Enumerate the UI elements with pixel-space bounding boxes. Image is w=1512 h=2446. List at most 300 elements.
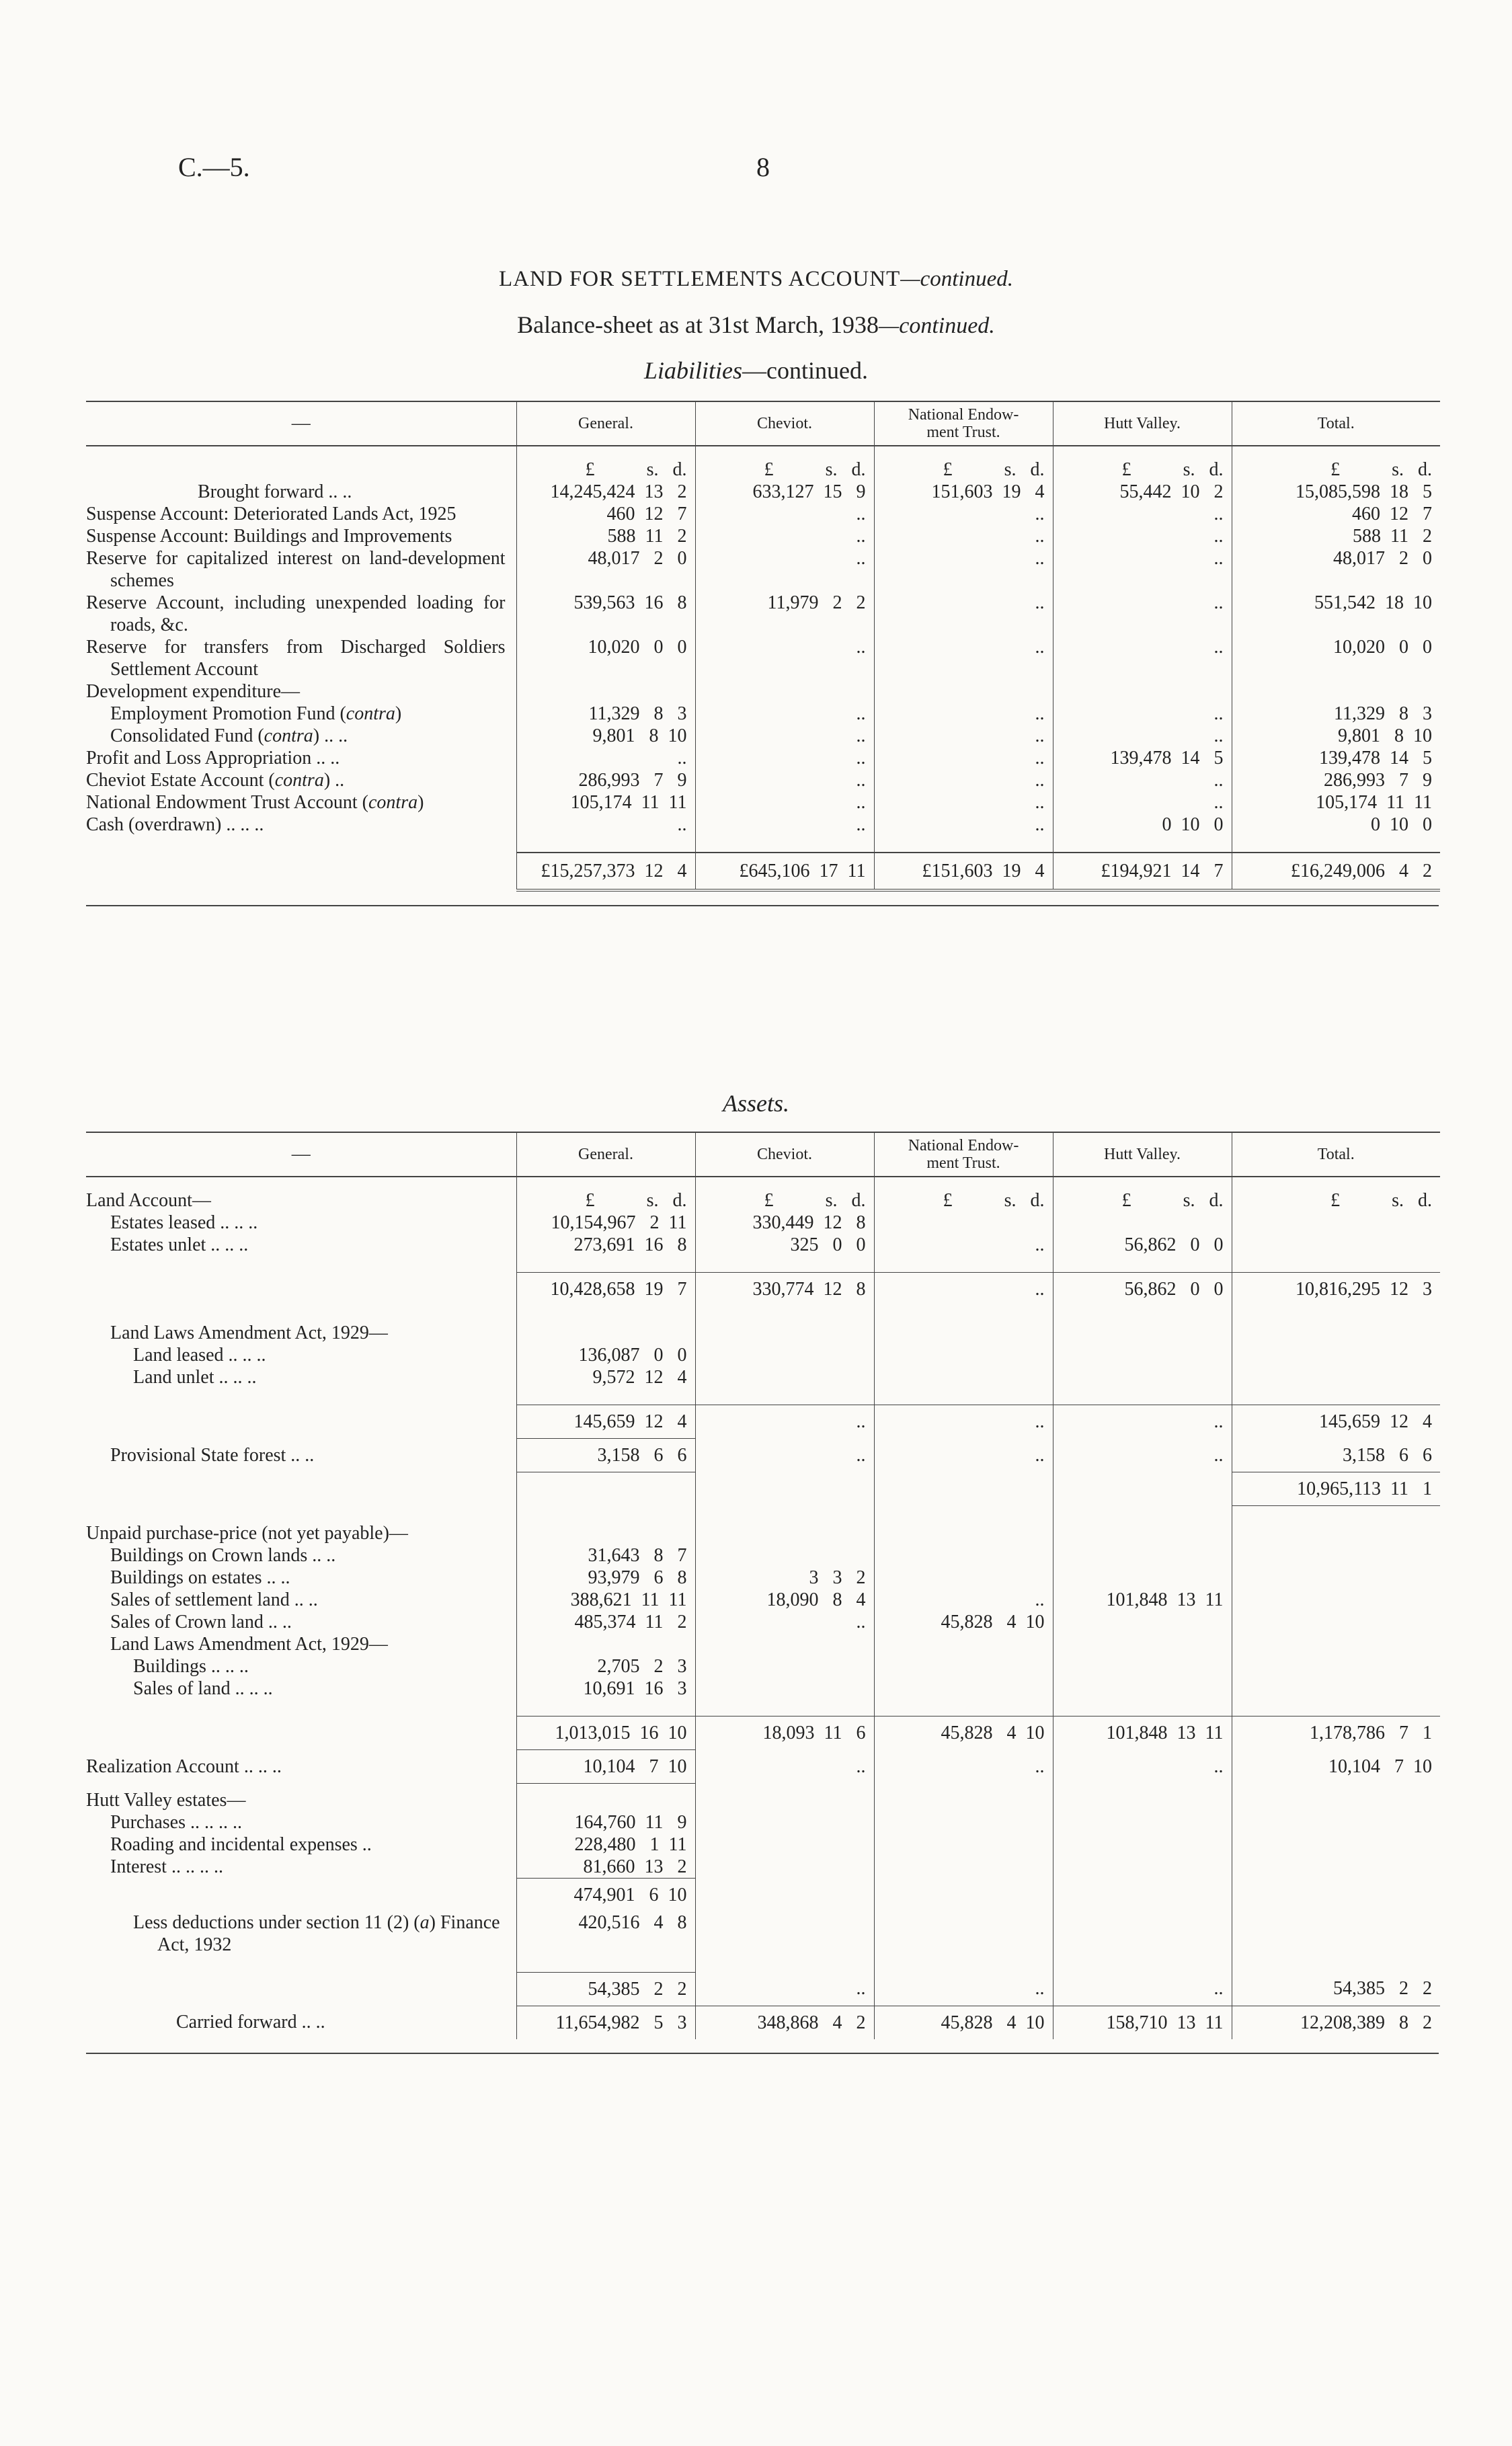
table-row (86, 1833, 1440, 1856)
currency-units: £ s. d. (1232, 446, 1440, 481)
spacer-row (86, 1306, 1440, 1322)
table-cell (86, 1506, 516, 1523)
row-label (86, 1567, 516, 1589)
row-label-text: Buildings .. .. .. (133, 1656, 249, 1677)
row-label (86, 1784, 516, 1811)
cheviot-value: .. (695, 703, 874, 725)
table-cell (874, 1700, 1053, 1717)
table-cell (516, 1322, 695, 1344)
table-cell (1232, 1678, 1440, 1700)
table-row (86, 636, 1440, 680)
row-label (86, 1544, 516, 1567)
table-cell (695, 1322, 874, 1344)
cheviot-value: .. (695, 1439, 874, 1472)
hutt-value (1053, 680, 1232, 703)
row-label-text: Roading and incidental expenses .. (110, 1833, 372, 1855)
general-value: 388,621 11 11 (516, 1589, 695, 1611)
assets-heading: Assets. (723, 1090, 789, 1117)
cheviot-subtotal: .. (695, 1972, 874, 2006)
table-cell (695, 1522, 874, 1544)
hutt-value: 101,848 13 11 (1053, 1589, 1232, 1611)
national-value: .. (874, 636, 1053, 680)
general-value: 48,017 2 0 (516, 547, 695, 592)
table-cell (1232, 1833, 1440, 1856)
table-cell (516, 1633, 695, 1655)
table-cell (695, 1388, 874, 1405)
table-cell (86, 1717, 516, 1750)
national-value: 151,603 19 4 (874, 481, 1053, 503)
hutt-value: .. (1053, 636, 1232, 680)
table-cell (1053, 1856, 1232, 1879)
row-label-text: Hutt Valley estates— (86, 1789, 246, 1811)
row-label (86, 1611, 516, 1633)
row-label-text: Realization Account .. .. .. (86, 1755, 282, 1777)
table-cell (874, 1567, 1053, 1589)
row-label (86, 525, 516, 547)
label-column-header: — (291, 1144, 311, 1165)
general-subtotal: 10,428,658 19 7 (516, 1273, 695, 1306)
cheviot-value: .. (695, 725, 874, 747)
table-cell (695, 1784, 874, 1811)
total-value: 588 11 2 (1232, 525, 1440, 547)
total-subtotal: 10,816,295 12 3 (1232, 1273, 1440, 1306)
table-row (86, 1811, 1440, 1833)
table-row (86, 1633, 1440, 1655)
table-cell (874, 1956, 1053, 1973)
table-cell (1232, 1856, 1440, 1879)
table-row (86, 791, 1440, 814)
cheviot-subtotal: 330,774 12 8 (695, 1273, 874, 1306)
currency-units: £ s. d. (1053, 1177, 1232, 1212)
general-value: 11,329 8 3 (516, 703, 695, 725)
hutt-value: 55,442 10 2 (1053, 481, 1232, 503)
general-value: 10,104 7 10 (516, 1750, 695, 1784)
table-cell (1053, 1256, 1232, 1273)
row-label (86, 1911, 516, 1956)
total-subtotal: 145,659 12 4 (1232, 1405, 1440, 1439)
table-cell (874, 1344, 1053, 1366)
cheviot-value: .. (695, 791, 874, 814)
general-subtotal: 474,901 6 10 (516, 1878, 695, 1911)
table-row (86, 1678, 1440, 1700)
row-label-text: Buildings on estates .. .. (110, 1567, 290, 1588)
national-value: .. (874, 791, 1053, 814)
table-row (86, 1522, 1440, 1544)
table-cell (516, 1956, 695, 1973)
currency-units: £ s. d. (874, 446, 1053, 481)
table-cell (1053, 1833, 1232, 1856)
table-cell (1053, 1366, 1232, 1388)
cheviot-value: .. (695, 525, 874, 547)
total-value: 10,020 0 0 (1232, 636, 1440, 680)
table-cell (516, 1700, 695, 1717)
table-cell (695, 1256, 874, 1273)
table-cell (1053, 1567, 1232, 1589)
general-total: £15,257,373 12 4 (516, 853, 695, 890)
hutt-valley-column-header: Hutt Valley. (1053, 1132, 1232, 1177)
national-value: .. (874, 547, 1053, 592)
general-column-header: General. (516, 1132, 695, 1177)
liabilities-heading-name: Liabilities (644, 357, 743, 384)
row-label (86, 680, 516, 703)
spacer-row (86, 1506, 1440, 1523)
table-cell (1053, 1784, 1232, 1811)
national-endowment-column-header (874, 1132, 1053, 1177)
total-column-header: Total. (1232, 401, 1440, 446)
header-line: ment Trust. (926, 1154, 1000, 1172)
table-cell (695, 1472, 874, 1506)
row-label (86, 814, 516, 836)
row-label (86, 1633, 516, 1655)
table-cell (1232, 1506, 1440, 1523)
table-cell (86, 1472, 516, 1506)
header-line: National Endow- (908, 406, 1019, 424)
hutt-value: .. (1053, 1750, 1232, 1784)
total-column-header: Total. (1232, 1132, 1440, 1177)
header-line: ment Trust. (926, 424, 1000, 441)
table-cell (874, 1322, 1053, 1344)
table-cell (86, 836, 516, 853)
table-cell (86, 1700, 516, 1717)
general-value: 9,801 8 10 (516, 725, 695, 747)
general-value: 3,158 6 6 (516, 1439, 695, 1472)
total-value: 139,478 14 5 (1232, 747, 1440, 769)
table-cell (1232, 1256, 1440, 1273)
row-label (86, 747, 516, 769)
row-label (86, 592, 516, 636)
row-label (86, 1322, 516, 1344)
table-cell (516, 1306, 695, 1322)
national-value: .. (874, 814, 1053, 836)
table-row (86, 592, 1440, 636)
row-label (86, 1177, 516, 1212)
general-subtotal: 54,385 2 2 (516, 1972, 695, 2006)
row-label (86, 1234, 516, 1256)
table-row (86, 1611, 1440, 1633)
table-cell (86, 1878, 516, 1911)
table-cell (516, 1506, 695, 1523)
row-label (86, 503, 516, 525)
table-cell (1053, 1611, 1232, 1633)
table-row (86, 503, 1440, 525)
table-row (86, 1567, 1440, 1589)
general-value: 539,563 16 8 (516, 592, 695, 636)
hutt-total: £194,921 14 7 (1053, 853, 1232, 890)
table-cell (1053, 1700, 1232, 1717)
row-label-text: Brought forward .. .. (198, 481, 352, 502)
national-value: .. (874, 1750, 1053, 1784)
table-row (86, 1589, 1440, 1611)
table-row (86, 1750, 1440, 1784)
general-value: 164,760 11 9 (516, 1811, 695, 1833)
national-value: 45,828 4 10 (874, 1611, 1053, 1633)
general-column-header: General. (516, 401, 695, 446)
assets-bottom-rule (86, 2053, 1439, 2054)
currency-units: £ s. d. (516, 1177, 695, 1212)
national-value: .. (874, 592, 1053, 636)
assets-column-headers (86, 1132, 1440, 1177)
national-subtotal: .. (874, 1405, 1053, 1439)
row-label-text: Land Laws Amendment Act, 1929— (110, 1323, 388, 1343)
group-total-value: 10,965,113 11 1 (1232, 1472, 1440, 1506)
cheviot-value: 348,868 4 2 (695, 2006, 874, 2039)
row-label-text: Consolidated Fund (contra) .. .. (110, 725, 348, 746)
liabilities-heading-continued: —continued. (742, 357, 868, 384)
hutt-subtotal: 56,862 0 0 (1053, 1273, 1232, 1306)
total-value (1232, 1234, 1440, 1256)
table-cell (874, 1911, 1053, 1956)
hutt-value: 56,862 0 0 (1053, 1234, 1232, 1256)
table-cell (874, 1472, 1053, 1506)
row-label (86, 1522, 516, 1544)
general-value: 10,154,967 2 11 (516, 1212, 695, 1234)
row-label-text: Land leased .. .. .. (133, 1345, 266, 1366)
table-cell (1232, 1956, 1440, 1973)
table-cell (874, 836, 1053, 853)
table-cell (1053, 1322, 1232, 1344)
cheviot-value: 325 0 0 (695, 1234, 874, 1256)
national-value: .. (874, 1589, 1053, 1611)
total-value: 48,017 2 0 (1232, 547, 1440, 592)
table-row (86, 1212, 1440, 1234)
table-row (86, 1856, 1440, 1879)
table-row (86, 1439, 1440, 1472)
row-label-text: Reserve for transfers from Discharged Soldiers Settlement Account (86, 637, 506, 680)
table-row (86, 1322, 1440, 1344)
table-cell (1232, 1611, 1440, 1633)
general-value: 420,516 4 8 (516, 1911, 695, 1956)
row-label-text: Development expenditure— (86, 681, 301, 702)
table-row (86, 703, 1440, 725)
hutt-subtotal: .. (1053, 1972, 1232, 2006)
national-value: .. (874, 725, 1053, 747)
cheviot-total: £645,106 17 11 (695, 853, 874, 890)
table-cell (874, 1878, 1053, 1911)
cheviot-value: .. (695, 747, 874, 769)
general-value: 81,660 13 2 (516, 1856, 695, 1879)
table-cell (1053, 1956, 1232, 1973)
document-title (0, 267, 1512, 292)
total-value (1232, 1212, 1440, 1234)
subtotal-row (86, 1273, 1440, 1306)
row-label-text: Reserve Account, including unexpended loading for roads, &c. (86, 592, 506, 635)
table-cell (1232, 1544, 1440, 1567)
table-cell (695, 1833, 874, 1856)
national-endowment-column-header (874, 401, 1053, 446)
national-value: .. (874, 703, 1053, 725)
table-cell (516, 836, 695, 853)
table-cell (86, 1256, 516, 1273)
row-label-text: National Endowment Trust Account (contra) (86, 792, 424, 813)
table-cell (1232, 1322, 1440, 1344)
table-cell (874, 1522, 1053, 1544)
table-cell (86, 1273, 516, 1306)
national-value: .. (874, 1234, 1053, 1256)
table-cell (86, 1972, 516, 2006)
national-value: .. (874, 525, 1053, 547)
general-subtotal: 145,659 12 4 (516, 1405, 695, 1439)
hutt-value: .. (1053, 725, 1232, 747)
table-row (86, 1911, 1440, 1956)
row-label-text: Cash (overdrawn) .. .. .. (86, 814, 264, 835)
table-cell (1232, 1700, 1440, 1717)
general-value: 2,705 2 3 (516, 1655, 695, 1678)
table-row (86, 1655, 1440, 1678)
national-value: .. (874, 747, 1053, 769)
table-cell (1232, 1633, 1440, 1655)
total-value: 12,208,389 8 2 (1232, 2006, 1440, 2039)
cheviot-value: .. (695, 636, 874, 680)
table-row (86, 814, 1440, 836)
spacer-row (86, 1956, 1440, 1973)
table-cell (1053, 1633, 1232, 1655)
table-cell (516, 1522, 695, 1544)
title-continued: —continued. (900, 267, 1013, 291)
liabilities-bottom-rule (86, 905, 1439, 906)
table-cell (86, 1405, 516, 1439)
liabilities-total-row (86, 853, 1440, 890)
table-cell (874, 1306, 1053, 1322)
spacer-row (86, 1256, 1440, 1273)
row-label (86, 1750, 516, 1784)
row-label-text: Purchases .. .. .. .. (110, 1811, 242, 1833)
liabilities-table (86, 401, 1440, 892)
subtotal-row (86, 1717, 1440, 1750)
table-row (86, 725, 1440, 747)
cheviot-value: 330,449 12 8 (695, 1212, 874, 1234)
label-column-header: — (291, 413, 311, 434)
row-label-text: Estates unlet .. .. .. (110, 1234, 249, 1255)
table-row (86, 1234, 1440, 1256)
row-label-text: Sales of land .. .. .. (133, 1678, 273, 1699)
row-label (86, 1655, 516, 1678)
table-cell (874, 1544, 1053, 1567)
hutt-value (1053, 1212, 1232, 1234)
cheviot-column-header: Cheviot. (695, 401, 874, 446)
table-cell (695, 1344, 874, 1366)
currency-units: £ s. d. (874, 1177, 1053, 1212)
currency-units-row (86, 446, 1440, 481)
table-row (86, 1366, 1440, 1388)
hutt-subtotal: .. (1053, 1405, 1232, 1439)
row-label-text: Sales of Crown land .. .. (110, 1612, 292, 1632)
subtotal-row (86, 1878, 1440, 1911)
header-line: National Endow- (908, 1137, 1019, 1154)
hutt-value: 158,710 13 11 (1053, 2006, 1232, 2039)
table-cell (1053, 1655, 1232, 1678)
national-value (874, 680, 1053, 703)
general-value (516, 680, 695, 703)
table-row (86, 769, 1440, 791)
table-cell (874, 1506, 1053, 1523)
grand-total: £16,249,006 4 2 (1232, 853, 1440, 890)
total-value: 3,158 6 6 (1232, 1439, 1440, 1472)
table-cell (1232, 1911, 1440, 1956)
subtotal-row (86, 1972, 1440, 2006)
table-cell (874, 1633, 1053, 1655)
hutt-value: 139,478 14 5 (1053, 747, 1232, 769)
general-value: 10,691 16 3 (516, 1678, 695, 1700)
table-cell (874, 1811, 1053, 1833)
page-number: 8 (756, 152, 770, 182)
general-value: 228,480 1 11 (516, 1833, 695, 1856)
cheviot-subtotal: 18,093 11 6 (695, 1717, 874, 1750)
general-value: 588 11 2 (516, 525, 695, 547)
row-label (86, 1212, 516, 1234)
national-value: .. (874, 1439, 1053, 1472)
table-cell (1053, 1472, 1232, 1506)
row-label-text: Buildings on Crown lands .. .. (110, 1545, 336, 1566)
hutt-value: .. (1053, 547, 1232, 592)
row-label-text: Unpaid purchase-price (not yet payable)— (86, 1523, 408, 1544)
row-label (86, 1366, 516, 1388)
currency-units: £ s. d. (516, 446, 695, 481)
row-label-text: Estates leased .. .. .. (110, 1212, 258, 1233)
table-cell (1232, 1878, 1440, 1911)
table-cell (874, 1655, 1053, 1678)
row-label (86, 703, 516, 725)
table-cell (1232, 1522, 1440, 1544)
table-cell (695, 1811, 874, 1833)
table-cell (1232, 1784, 1440, 1811)
table-cell (874, 1388, 1053, 1405)
cheviot-value: 3 3 2 (695, 1567, 874, 1589)
row-label (86, 1344, 516, 1366)
hutt-valley-column-header: Hutt Valley. (1053, 401, 1232, 446)
row-label (86, 791, 516, 814)
cheviot-value: 18,090 8 4 (695, 1589, 874, 1611)
table-row (86, 680, 1440, 703)
table-cell (695, 1856, 874, 1879)
table-cell (1232, 1567, 1440, 1589)
subtitle-main: Balance-sheet as at 31st March, 1938 (517, 311, 879, 338)
row-label-text: Sales of settlement land .. .. (110, 1589, 318, 1610)
cheviot-value (695, 680, 874, 703)
table-row (86, 1177, 1440, 1212)
table-cell (86, 446, 516, 481)
table-cell (1053, 1811, 1232, 1833)
table-cell (1053, 1678, 1232, 1700)
national-total: £151,603 19 4 (874, 853, 1053, 890)
row-label (86, 2006, 516, 2039)
row-label-text: Interest .. .. .. .. (110, 1856, 223, 1877)
total-value: 286,993 7 9 (1232, 769, 1440, 791)
general-value: 105,174 11 11 (516, 791, 695, 814)
table-cell (1053, 1878, 1232, 1911)
total-value: 11,329 8 3 (1232, 703, 1440, 725)
general-value: .. (516, 747, 695, 769)
national-subtotal: .. (874, 1972, 1053, 2006)
national-value: 45,828 4 10 (874, 2006, 1053, 2039)
cheviot-value: .. (695, 503, 874, 525)
table-cell (1232, 1811, 1440, 1833)
table-cell (1053, 1506, 1232, 1523)
general-value: 460 12 7 (516, 503, 695, 525)
table-cell (516, 1472, 695, 1506)
table-cell (1232, 1655, 1440, 1678)
table-cell (874, 1833, 1053, 1856)
row-label (86, 1678, 516, 1700)
hutt-value: .. (1053, 503, 1232, 525)
total-value (1232, 680, 1440, 703)
table-cell (695, 1366, 874, 1388)
carried-forward-row (86, 2006, 1440, 2039)
general-value: 93,979 6 8 (516, 1567, 695, 1589)
total-value: 551,542 18 10 (1232, 592, 1440, 636)
row-label-text: Provisional State forest .. .. (110, 1444, 315, 1466)
hutt-value: .. (1053, 525, 1232, 547)
table-cell (695, 836, 874, 853)
